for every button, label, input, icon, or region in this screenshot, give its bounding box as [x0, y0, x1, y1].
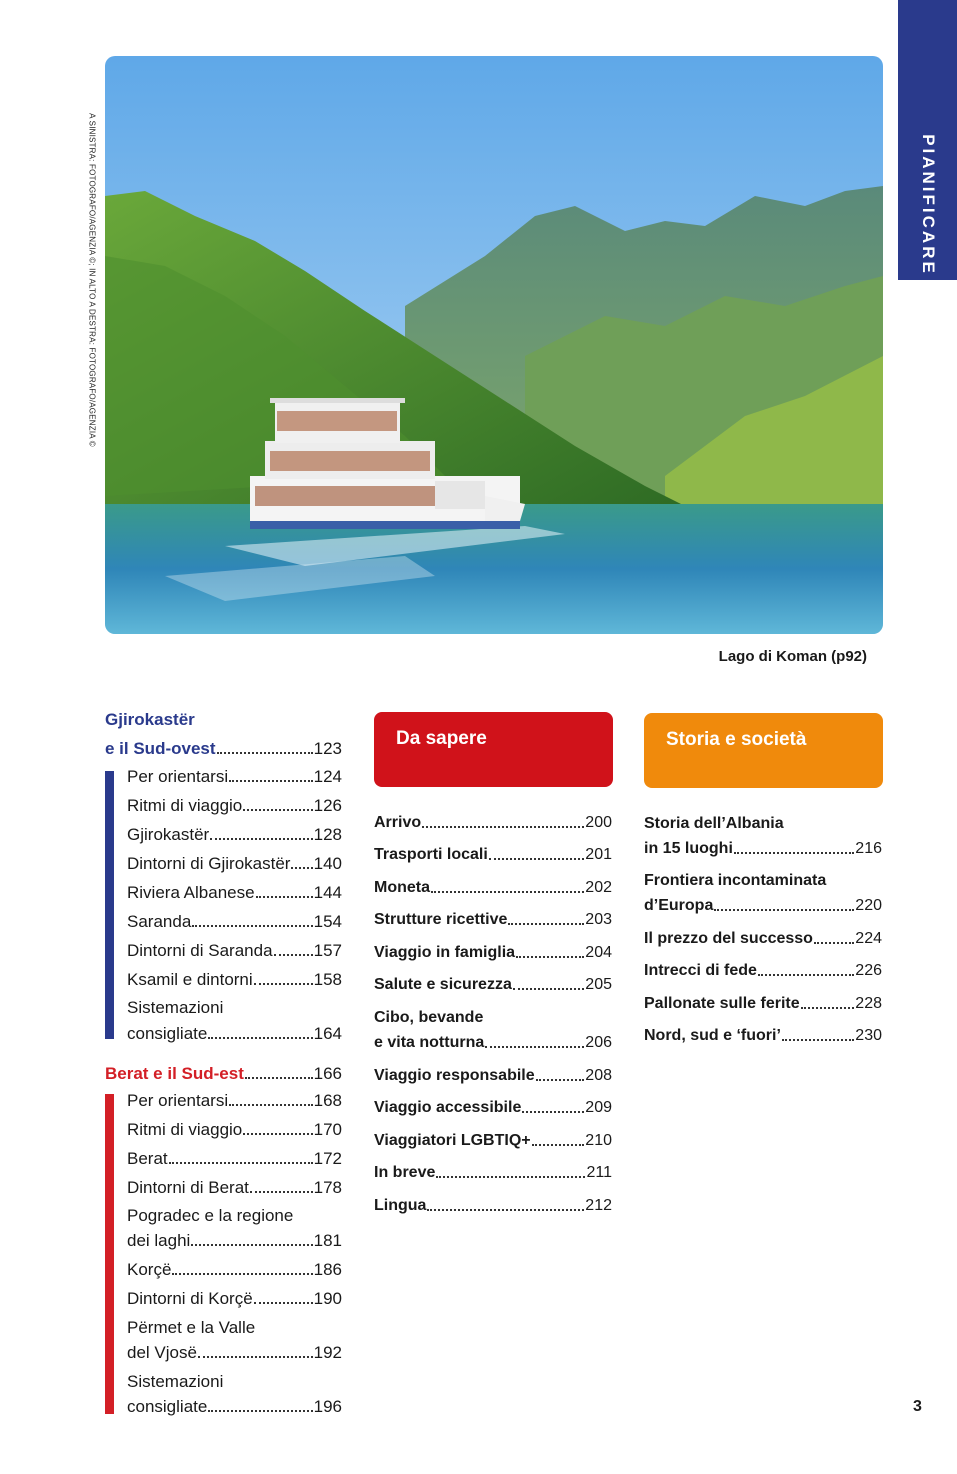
toc-entry[interactable] — [644, 839, 882, 859]
toc-entry-label: Intrecci di fede — [644, 962, 757, 979]
region-title-row[interactable] — [105, 739, 342, 759]
toc-entry[interactable] — [374, 910, 612, 930]
page-ref: 181 — [313, 1231, 342, 1250]
page-ref: 190 — [313, 1289, 342, 1308]
section-tab — [898, 0, 957, 280]
section-box-title: Da sapere — [396, 728, 487, 749]
leader-dots — [536, 1079, 585, 1081]
leader-dots — [243, 809, 312, 811]
toc-entry-label: e vita notturna — [374, 1034, 485, 1051]
toc-entry[interactable] — [374, 975, 612, 995]
toc-entry-label-line: Pogradec e la regione — [127, 1206, 294, 1225]
leader-dots — [814, 942, 854, 944]
section-box-da-sapere — [374, 712, 613, 787]
region-bar — [105, 771, 114, 1039]
toc-entry-label: in 15 luoghi — [644, 840, 733, 857]
leader-dots — [208, 1410, 312, 1412]
leader-dots — [291, 867, 312, 869]
toc-entry-label: Ritmi di viaggio — [127, 796, 243, 815]
toc-entry-label: In breve — [374, 1164, 436, 1181]
toc-entry[interactable] — [127, 883, 342, 903]
toc-entry[interactable] — [374, 943, 612, 963]
toc-entry-label: del Vjosë — [127, 1343, 197, 1362]
toc-entry[interactable] — [644, 929, 882, 949]
page-ref: 172 — [313, 1149, 342, 1168]
leader-dots — [169, 1162, 313, 1164]
leader-dots — [508, 923, 584, 925]
toc-entry-label: consigliate — [127, 1397, 208, 1416]
page-ref: 140 — [313, 854, 342, 873]
page-ref: 123 — [313, 739, 342, 758]
page-ref: 166 — [313, 1064, 342, 1083]
toc-entry[interactable] — [644, 961, 882, 981]
toc-entry[interactable] — [127, 1178, 342, 1198]
toc-entry[interactable] — [644, 994, 882, 1014]
toc-entry-label: Korçë — [127, 1260, 172, 1279]
leader-dots — [192, 925, 312, 927]
toc-entry-label: Dintorni di Berat — [127, 1178, 249, 1197]
toc-entry-label-line: Përmet e la Valle — [127, 1318, 256, 1337]
leader-dots — [191, 1244, 312, 1246]
page-ref: 200 — [585, 814, 612, 831]
toc-entry-label: dei laghi — [127, 1231, 191, 1250]
leader-dots — [485, 1046, 584, 1048]
page-ref: 230 — [855, 1027, 882, 1044]
toc-entry-label-line: Frontiera incontaminata — [644, 872, 827, 889]
leader-dots — [243, 1133, 312, 1135]
page-ref: 212 — [585, 1197, 612, 1214]
lake-photo — [105, 56, 883, 634]
leader-dots — [532, 1144, 585, 1146]
toc-entry[interactable] — [374, 813, 612, 833]
page-ref: 144 — [313, 883, 342, 902]
section-box-storia — [644, 713, 883, 788]
toc-entry[interactable] — [127, 825, 342, 845]
toc-entry-label: Pallonate sulle ferite — [644, 995, 800, 1012]
page-ref: 204 — [585, 944, 612, 961]
page-ref: 220 — [855, 897, 882, 914]
page-ref: 211 — [586, 1164, 612, 1181]
leader-dots — [801, 1007, 855, 1009]
toc-entry-label: Viaggio accessibile — [374, 1099, 522, 1116]
leader-dots — [245, 1077, 313, 1079]
toc-entry[interactable] — [127, 1120, 342, 1140]
toc-entry-label: Per orientarsi — [127, 1091, 229, 1110]
leader-dots — [431, 891, 584, 893]
toc-entry-label: Ksamil e dintorni — [127, 970, 253, 989]
leader-dots — [513, 988, 584, 990]
toc-entry[interactable] — [127, 912, 342, 932]
toc-entry-label: Dintorni di Gjirokastër — [127, 854, 291, 873]
region-title: Berat e il Sud-est — [105, 1064, 244, 1083]
toc-entry[interactable] — [644, 896, 882, 916]
toc-entry-label: Nord, sud e ‘fuori’ — [644, 1027, 781, 1044]
toc-entry-label: Viaggiatori LGBTIQ+ — [374, 1132, 531, 1149]
toc-entry-label: Berat — [127, 1149, 168, 1168]
toc-entry-label: Viaggio in famiglia — [374, 944, 516, 961]
leader-dots — [522, 1111, 584, 1113]
toc-entry[interactable] — [127, 1343, 342, 1363]
toc-entry[interactable] — [374, 845, 612, 865]
toc-entry-label: consigliate — [127, 1024, 208, 1043]
toc-entry-label: Saranda — [127, 912, 192, 931]
leader-dots — [516, 956, 584, 958]
toc-entry[interactable] — [127, 1289, 342, 1309]
toc-entry-label-line: Sistemazioni — [127, 1372, 224, 1391]
page-ref: 164 — [313, 1024, 342, 1043]
toc-entry[interactable] — [374, 1033, 612, 1053]
toc-entry-label: Gjirokastër — [127, 825, 210, 844]
section-box-title: Storia e società — [666, 729, 807, 750]
toc-entry-label: Dintorni di Korçë — [127, 1289, 253, 1308]
page-ref: 210 — [585, 1132, 612, 1149]
leader-dots — [208, 1037, 312, 1039]
page-ref: 186 — [313, 1260, 342, 1279]
toc-entry[interactable] — [374, 1196, 612, 1216]
leader-dots — [714, 909, 854, 911]
leader-dots — [489, 858, 584, 860]
page-ref: 126 — [313, 796, 342, 815]
page-ref: 228 — [855, 995, 882, 1012]
page-ref: 154 — [313, 912, 342, 931]
page-ref: 128 — [313, 825, 342, 844]
toc-entry-label: Lingua — [374, 1197, 427, 1214]
toc-entry-label: Moneta — [374, 879, 430, 896]
toc-entry[interactable] — [374, 1098, 612, 1118]
page-ref: 157 — [313, 941, 342, 960]
page-ref: 209 — [585, 1099, 612, 1116]
leader-dots — [210, 838, 312, 840]
page-ref: 124 — [313, 767, 342, 786]
toc-entry[interactable] — [127, 854, 342, 874]
leader-dots — [758, 974, 854, 976]
leader-dots — [229, 1104, 313, 1106]
toc-entry-label: Trasporti locali — [374, 846, 488, 863]
toc-entry-label-line: Cibo, bevande — [374, 1009, 484, 1026]
toc-entry-label: Viaggio responsabile — [374, 1067, 535, 1084]
page-ref: 196 — [313, 1397, 342, 1416]
leader-dots — [256, 896, 313, 898]
page-ref: 205 — [585, 976, 612, 993]
toc-entry-label: Ritmi di viaggio — [127, 1120, 243, 1139]
leader-dots — [436, 1176, 585, 1178]
photo-credit: A SINISTRA: FOTOGRAFO/AGENZIA ©; IN ALTO A DESTRA: FOTOGRAFO/AGENZIA © — [87, 113, 97, 447]
toc-entry[interactable] — [374, 1066, 612, 1086]
toc-entry[interactable] — [127, 1397, 342, 1417]
toc-entry[interactable] — [127, 767, 342, 787]
toc-entry[interactable] — [127, 796, 342, 816]
toc-entry-label: Dintorni di Saranda — [127, 941, 273, 960]
toc-entry[interactable] — [374, 878, 612, 898]
toc-entry-label-line: Storia dell’Albania — [644, 815, 784, 832]
toc-entry[interactable] — [374, 1163, 612, 1183]
page-ref: 206 — [585, 1034, 612, 1051]
toc-entry-label: Riviera Albanese — [127, 883, 255, 902]
region-title-line2: e il Sud-ovest — [105, 739, 216, 758]
leader-dots — [172, 1273, 312, 1275]
page-ref: 170 — [313, 1120, 342, 1139]
leader-dots — [782, 1039, 854, 1041]
page-ref: 178 — [313, 1178, 342, 1197]
toc-entry-label: Per orientarsi — [127, 767, 229, 786]
leader-dots — [198, 1356, 313, 1358]
leader-dots — [427, 1209, 584, 1211]
leader-dots — [274, 954, 313, 956]
photo-caption: Lago di Koman (p92) — [718, 648, 867, 665]
page-ref: 208 — [585, 1067, 612, 1084]
toc-entry-label: Strutture ricettive — [374, 911, 508, 928]
toc-entry-label-line: Sistemazioni — [127, 998, 224, 1017]
toc-entry[interactable] — [127, 1149, 342, 1169]
section-tab-label: PIANIFICARE — [918, 134, 938, 276]
page-ref: 216 — [855, 840, 882, 857]
toc-entry[interactable] — [127, 941, 342, 961]
page-ref: 192 — [313, 1343, 342, 1362]
region-title-row[interactable] — [105, 1064, 342, 1084]
region-title-line1: Gjirokastër — [105, 710, 195, 729]
toc-entry[interactable] — [127, 1260, 342, 1280]
toc-entry[interactable] — [127, 1024, 342, 1044]
toc-entry[interactable] — [374, 1131, 612, 1151]
region-bar — [105, 1094, 114, 1414]
toc-entry-label: d’Europa — [644, 897, 714, 914]
page-number: 3 — [913, 1398, 922, 1415]
leader-dots — [734, 852, 854, 854]
page-ref: 202 — [585, 879, 612, 896]
page-ref: 158 — [313, 970, 342, 989]
leader-dots — [254, 1302, 313, 1304]
page-ref: 201 — [585, 846, 612, 863]
leader-dots — [229, 780, 313, 782]
toc-entry[interactable] — [644, 1026, 882, 1046]
toc-entry[interactable] — [127, 970, 342, 990]
page-ref: 224 — [855, 930, 882, 947]
leader-dots — [254, 983, 313, 985]
page-ref: 168 — [313, 1091, 342, 1110]
page-ref: 226 — [855, 962, 882, 979]
leader-dots — [250, 1191, 313, 1193]
leader-dots — [217, 752, 313, 754]
toc-entry-label: Arrivo — [374, 814, 422, 831]
page-ref: 203 — [585, 911, 612, 928]
toc-entry[interactable] — [127, 1091, 342, 1111]
leader-dots — [422, 826, 584, 828]
toc-entry-label: Il prezzo del successo — [644, 930, 813, 947]
toc-entry-label: Salute e sicurezza — [374, 976, 512, 993]
toc-entry[interactable] — [127, 1231, 342, 1251]
